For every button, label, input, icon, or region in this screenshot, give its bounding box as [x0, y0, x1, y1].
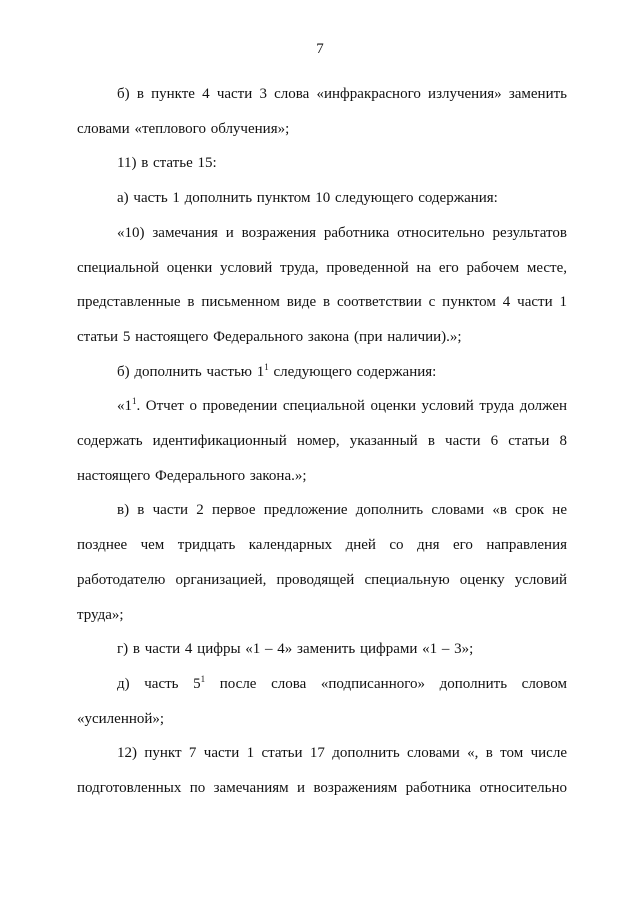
paragraph-text: г) в части 4 цифры «1 – 4» заменить цифрами «1 – 3»;: [117, 641, 474, 658]
paragraph-text: после слова «подписанного» дополнить словом «усиленной»;: [77, 675, 567, 727]
paragraph-text: в) в части 2 первое предложение дополнить словами «в срок не позднее чем тридцать календарных дней со дня его направления работодателю организацией, проводящей специальную оценку условий труда»;: [77, 502, 567, 623]
paragraph-text: а) часть 1 дополнить пунктом 10 следующего содержания:: [117, 190, 498, 207]
paragraph: [77, 632, 567, 667]
paragraph-text: 12) пункт 7 части 1 статьи 17 дополнить словами «, в том числе подготовленных по замечаниям и возражениям работника относительно: [77, 745, 567, 797]
paragraph-text: . Отчет о проведении специальной оценки условий труда должен содержать идентификационный номер, указанный в части 6 статьи 8 настоящего Федерального закона.»;: [77, 398, 567, 484]
paragraph-text: следующего содержания:: [268, 363, 437, 380]
superscript: 1: [200, 673, 206, 684]
paragraph-text: 11) в статье 15:: [117, 155, 217, 172]
document-body: [77, 77, 567, 806]
paragraph: [77, 736, 567, 805]
paragraph: [77, 355, 567, 390]
paragraph: [77, 493, 567, 632]
superscript: 1: [132, 396, 137, 407]
paragraph: [77, 146, 567, 181]
paragraph: [77, 667, 567, 736]
paragraph-text: д) часть 5: [117, 675, 201, 692]
paragraph: [77, 389, 567, 493]
paragraph-text: б) в пункте 4 части 3 слова «инфракрасного излучения» заменить словами «теплового облучения»;: [77, 86, 567, 137]
page-number: 7: [316, 41, 324, 57]
paragraph-text: «1: [117, 398, 132, 415]
paragraph: [77, 216, 567, 355]
paragraph-text: б) дополнить частью 1: [117, 363, 265, 380]
paragraph-text: «10) замечания и возражения работника относительно результатов специальной оценки условий труда, проведенной на его рабочем месте, представленные в письменном виде в соответствии с пунктом 4 части 1 статьи 5 настоящего Федерального закона (при наличии).»;: [77, 224, 567, 345]
superscript: 1: [264, 361, 269, 372]
paragraph: [77, 77, 567, 146]
paragraph: [77, 181, 567, 216]
